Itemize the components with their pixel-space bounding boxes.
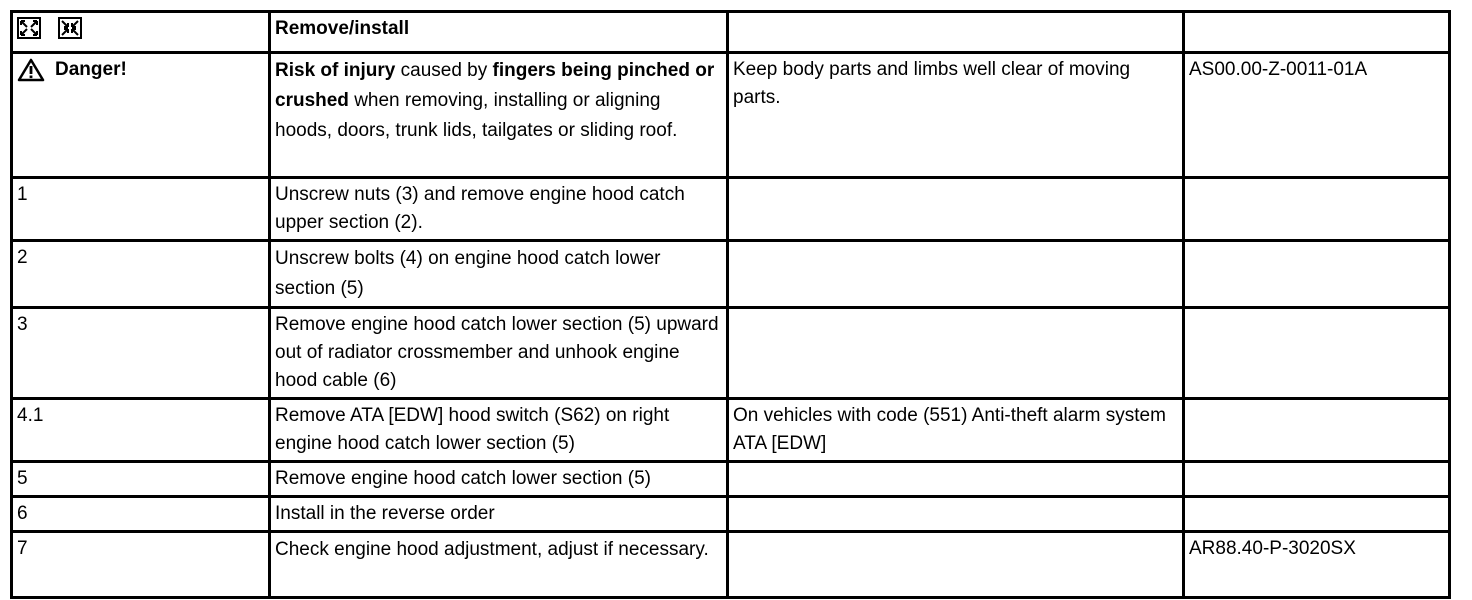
danger-note-cell xyxy=(728,53,1184,178)
danger-text-part: when removing, installing or aligning hoods, doors, trunk lids, tailgates or sliding roof. xyxy=(275,90,678,141)
danger-text-part: Risk of injury xyxy=(275,60,396,81)
step-text: Unscrew bolts (4) on engine hood catch lower section (5) xyxy=(270,241,728,308)
step-ref xyxy=(1184,399,1450,462)
step-ref xyxy=(1184,241,1450,308)
step-number: 1 xyxy=(12,178,270,241)
step-note xyxy=(728,178,1184,241)
step-number: 4.1 xyxy=(12,399,270,462)
danger-row xyxy=(12,53,1450,178)
step-text: Check engine hood adjustment, adjust if necessary. xyxy=(270,532,728,598)
danger-ref-cell xyxy=(1184,53,1450,178)
step-note xyxy=(728,308,1184,399)
table-row xyxy=(12,497,1450,532)
header-title-cell xyxy=(270,12,728,53)
step-text: Remove engine hood catch lower section (5) upward out of radiator crossmember and unhook engine hood cable (6) xyxy=(270,308,728,399)
step-note xyxy=(728,241,1184,308)
danger-label: Danger! xyxy=(55,59,127,80)
step-number: 2 xyxy=(12,241,270,308)
step-note xyxy=(728,497,1184,532)
step-text: Install in the reverse order xyxy=(270,497,728,532)
danger-note: Keep body parts and limbs well clear of moving parts. xyxy=(733,59,1131,108)
step-text: Remove engine hood catch lower section (5) xyxy=(270,462,728,497)
step-text: Unscrew nuts (3) and remove engine hood catch upper section (2). xyxy=(270,178,728,241)
danger-text-part: fingers being pinched or crushed xyxy=(275,60,715,111)
header-empty-cell xyxy=(1184,12,1450,53)
step-number: 3 xyxy=(12,308,270,399)
section-title: Remove/install xyxy=(275,18,410,39)
step-ref xyxy=(1184,178,1450,241)
danger-text-cell xyxy=(270,53,728,178)
step-note xyxy=(728,532,1184,598)
step-ref xyxy=(1184,462,1450,497)
procedure-table xyxy=(10,10,1451,599)
expand-icon[interactable] xyxy=(17,17,41,48)
document-reference-link[interactable]: AS00.00-Z-0011-01A xyxy=(1189,59,1368,80)
table-row xyxy=(12,462,1450,497)
table-row xyxy=(12,178,1450,241)
document-reference-link[interactable]: AR88.40-P-3020SX xyxy=(1189,538,1356,559)
table-row xyxy=(12,308,1450,399)
header-row xyxy=(12,12,1450,53)
step-ref xyxy=(1184,497,1450,532)
step-note: On vehicles with code (551) Anti-theft alarm system ATA [EDW] xyxy=(728,399,1184,462)
step-note xyxy=(728,462,1184,497)
header-empty-cell xyxy=(728,12,1184,53)
table-row xyxy=(12,399,1450,462)
table-row xyxy=(12,241,1450,308)
danger-text-part: caused by xyxy=(395,60,493,81)
step-number: 6 xyxy=(12,497,270,532)
step-ref xyxy=(1184,308,1450,399)
warning-triangle-icon xyxy=(17,58,45,91)
step-text: Remove ATA [EDW] hood switch (S62) on right engine hood catch lower section (5) xyxy=(270,399,728,462)
header-icons-cell xyxy=(12,12,270,53)
table-row xyxy=(12,532,1450,598)
step-number: 7 xyxy=(12,532,270,598)
step-ref xyxy=(1184,532,1450,598)
step-number: 5 xyxy=(12,462,270,497)
danger-label-cell xyxy=(12,53,270,178)
collapse-icon[interactable] xyxy=(58,17,82,48)
